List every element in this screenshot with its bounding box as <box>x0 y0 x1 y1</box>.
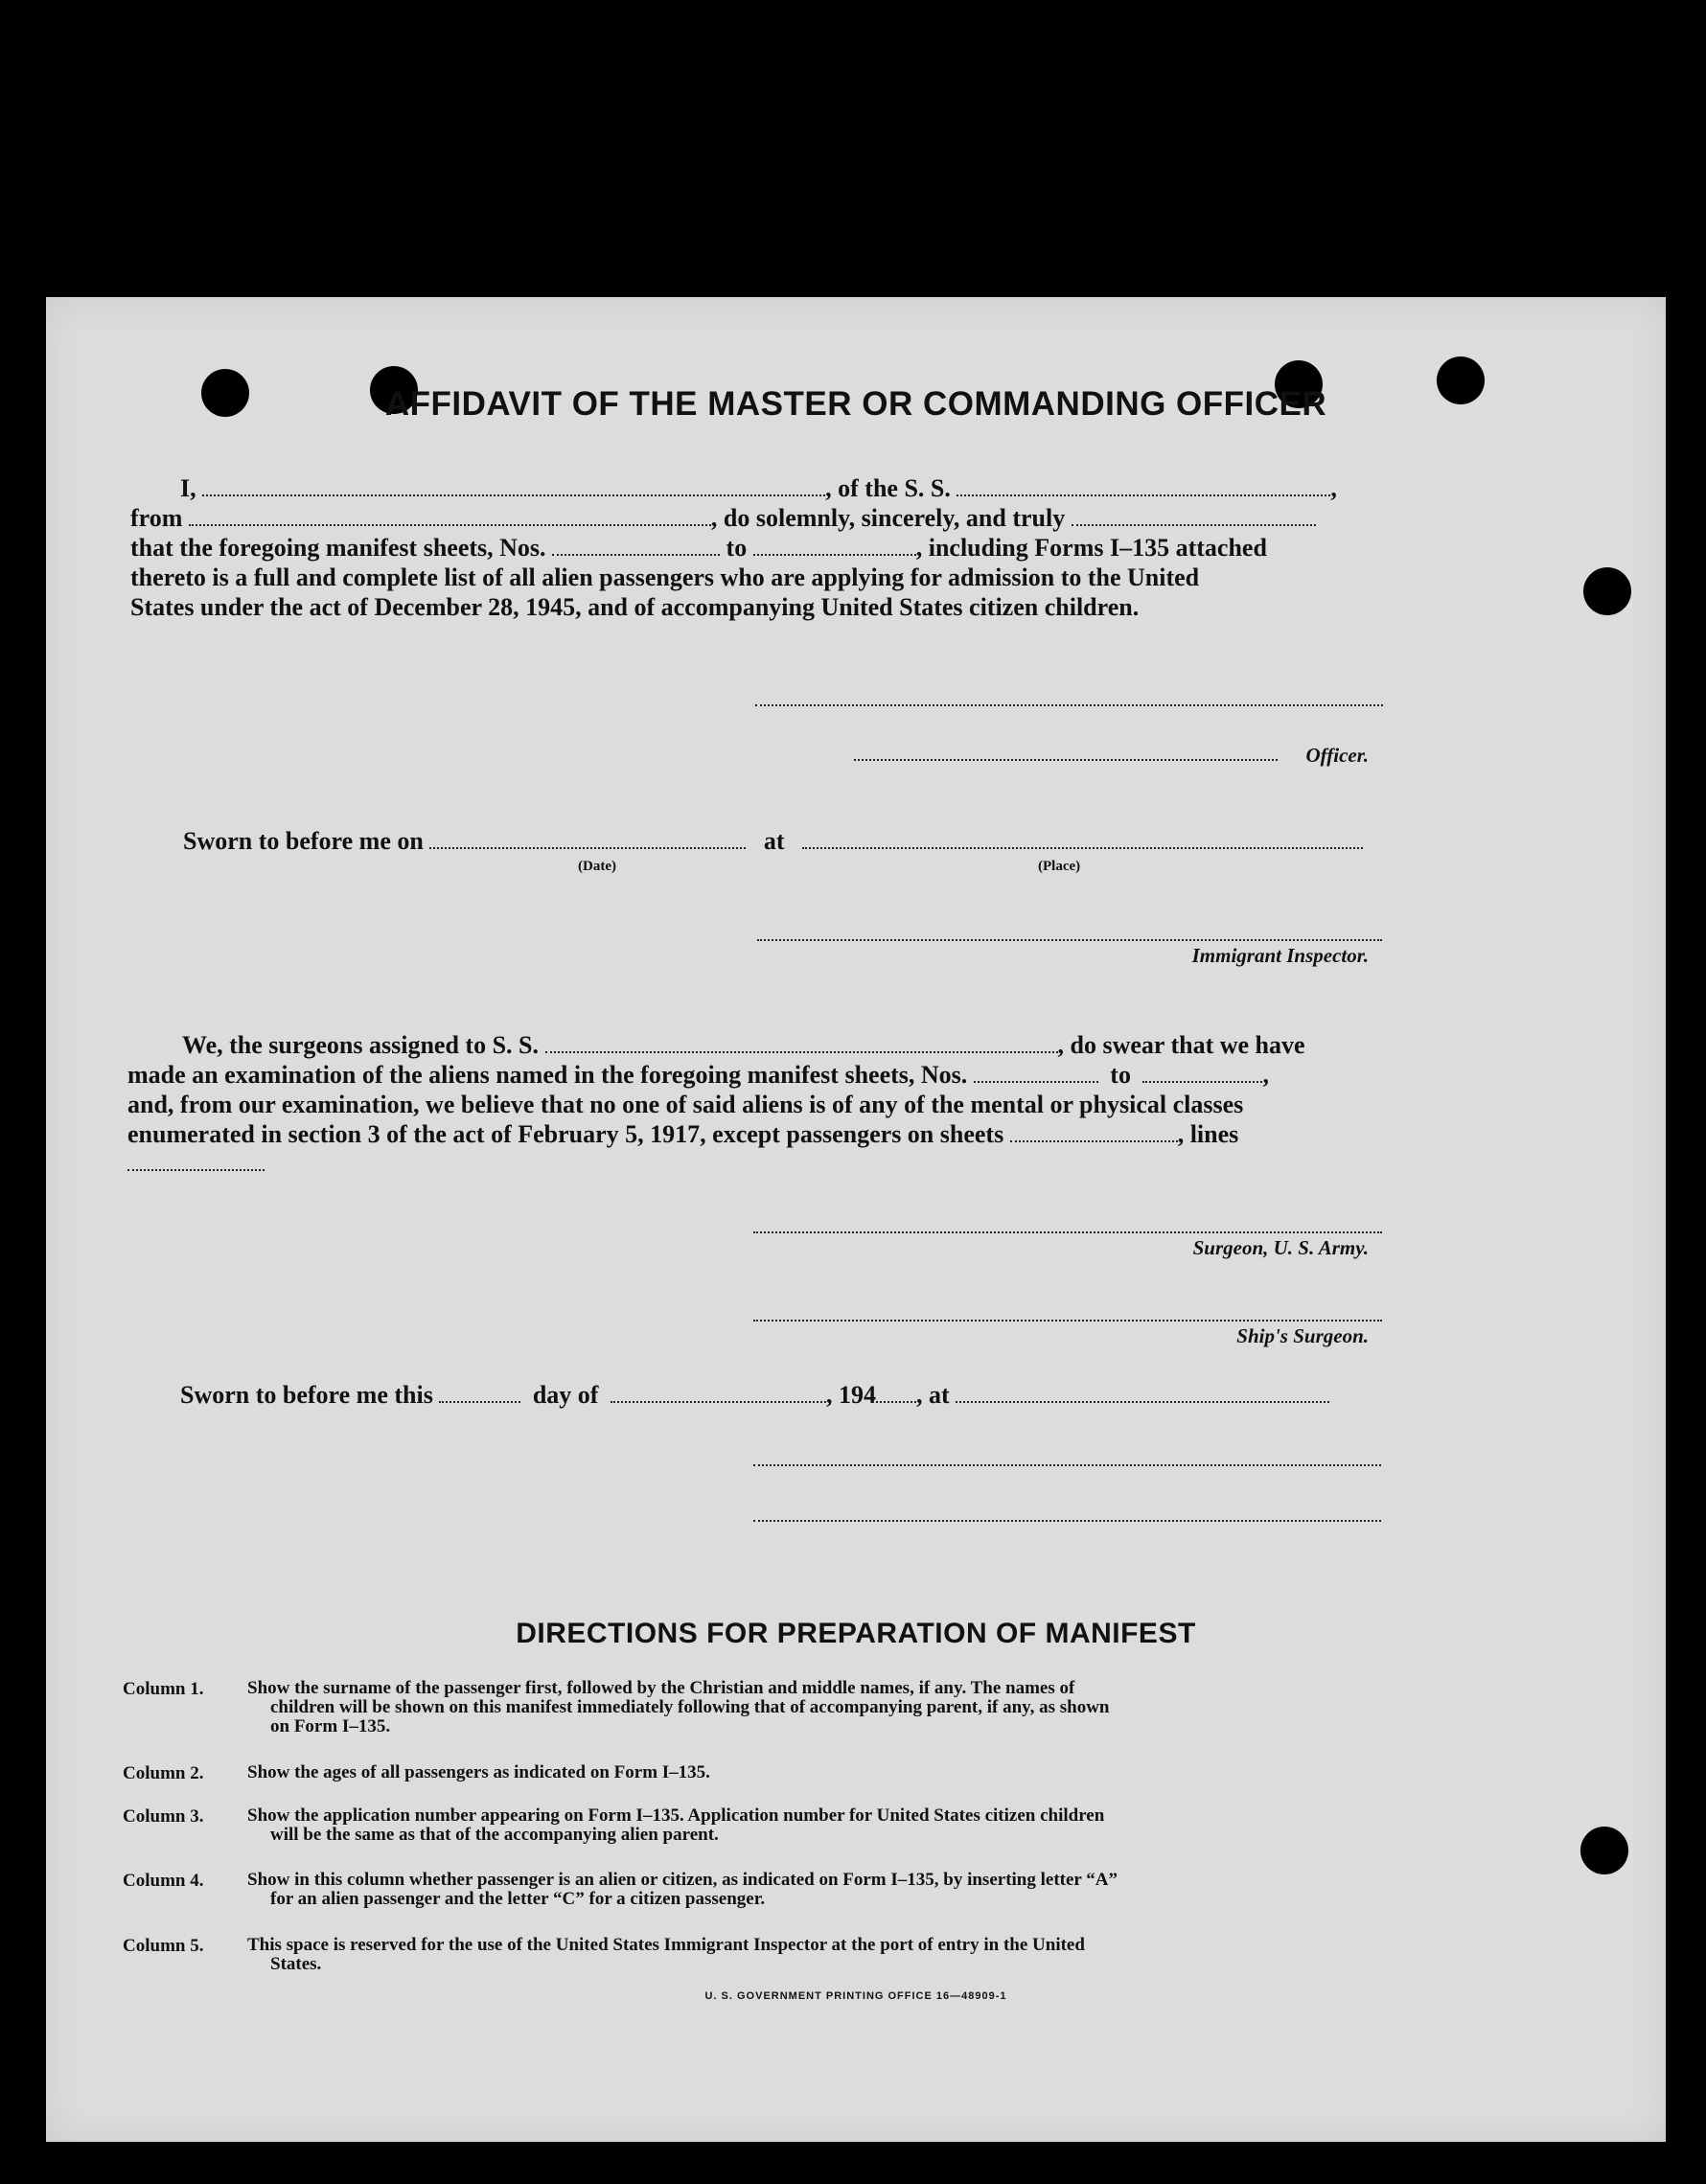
text-lines: , lines <box>1177 1120 1239 1148</box>
name-field[interactable] <box>202 475 825 496</box>
punch-hole <box>1580 1827 1628 1874</box>
except-sheets-field[interactable] <box>1010 1121 1178 1142</box>
column-text <box>247 1806 1464 1845</box>
printing-office-footer: U. S. GOVERNMENT PRINTING OFFICE 16—48909-1 <box>704 1990 1007 2002</box>
para2-line4 <box>127 1120 1238 1149</box>
place-field[interactable] <box>802 828 1363 849</box>
sheet-from-field[interactable] <box>552 535 720 556</box>
para2-line2 <box>127 1061 1269 1090</box>
para1-line3 <box>130 534 1267 563</box>
affidavit-title: AFFIDAVIT OF THE MASTER OR COMMANDING OFFICER <box>384 385 1327 423</box>
date-field[interactable] <box>429 828 746 849</box>
column-text <box>247 1871 1464 1909</box>
month-field[interactable] <box>611 1382 826 1403</box>
text-examination: made an examination of the aliens named in the foregoing manifest sheets, Nos. <box>127 1061 968 1089</box>
signature-line[interactable] <box>753 1464 1381 1466</box>
text-i: I, <box>180 474 196 502</box>
text-solemnly: , do solemnly, sincerely, and truly <box>710 504 1066 532</box>
signature-line[interactable] <box>753 1520 1381 1522</box>
text-manifest-nos: that the foregoing manifest sheets, Nos. <box>130 534 546 562</box>
document-sheet <box>46 297 1666 2142</box>
para1-line1 <box>180 474 1337 503</box>
sworn-line1 <box>183 827 1363 856</box>
para1-line5: States under the act of December 28, 1945, and of accompanying United States citizen children. <box>130 593 1140 621</box>
ship-surgeon-label: Ship's Surgeon. <box>1236 1324 1369 1347</box>
army-surgeon-label: Surgeon, U. S. Army. <box>1192 1236 1369 1259</box>
text-enumerated: enumerated in section 3 of the act of February 5, 1917, except passengers on sheets <box>127 1120 1004 1148</box>
text-at: , at <box>915 1381 950 1409</box>
ship-surgeon-signature-line[interactable] <box>753 1320 1382 1322</box>
text-line: on Form I–135. <box>270 1716 391 1736</box>
text-line: will be the same as that of the accompanying alien parent. <box>270 1825 719 1845</box>
text-line: Show in this column whether passenger is an alien or citizen, as indicated on Form I–135, by inserting letter “A” <box>247 1870 1118 1890</box>
text-of-ss: , of the S. S. <box>825 474 951 502</box>
text-at: at <box>763 827 785 855</box>
column-label: Column 3. <box>123 1806 204 1827</box>
directions-title: DIRECTIONS FOR PREPARATION OF MANIFEST <box>516 1618 1196 1649</box>
comma: , <box>1330 474 1337 502</box>
column-label: Column 4. <box>123 1871 204 1891</box>
text-surgeons-assigned: We, the surgeons assigned to S. S. <box>182 1031 539 1059</box>
sworn-line2 <box>180 1381 1329 1410</box>
text-to: to <box>1110 1061 1131 1089</box>
text-line: children will be shown on this manifest immediately following that of accompanying parent, if any, as shown <box>270 1697 1110 1717</box>
para1-line2 <box>130 504 1316 533</box>
army-surgeon-signature-line[interactable] <box>753 1231 1382 1233</box>
para1-line4: thereto is a full and complete list of all alien passengers who are applying for admission to the United <box>130 563 1200 591</box>
surgeon-ship-field[interactable] <box>545 1032 1058 1053</box>
officer-label: Officer. <box>1305 744 1369 767</box>
exam-sheet-from-field[interactable] <box>974 1062 1098 1083</box>
column-text <box>247 1679 1464 1736</box>
ship-name-field[interactable] <box>957 475 1330 496</box>
text-from: from <box>130 504 183 532</box>
year-field[interactable] <box>876 1382 916 1403</box>
day-field[interactable] <box>439 1382 520 1403</box>
place-caption: (Place) <box>1038 859 1081 874</box>
para2-line1 <box>182 1031 1305 1060</box>
continuation-field[interactable] <box>1072 505 1316 526</box>
text-to: to <box>726 534 748 562</box>
date-caption: (Date) <box>578 859 616 874</box>
para2-line3: and, from our examination, we believe that no one of said aliens is of any of the mental or physical classes <box>127 1091 1244 1118</box>
exam-sheet-to-field[interactable] <box>1142 1062 1262 1083</box>
signature-line[interactable] <box>755 704 1383 706</box>
sworn-place-field[interactable] <box>956 1382 1329 1403</box>
column-text <box>247 1763 1464 1782</box>
text-day-of: day of <box>532 1381 599 1409</box>
text-line: for an alien passenger and the letter “C” for a citizen passenger. <box>270 1889 766 1909</box>
text-do-swear: , do swear that we have <box>1057 1031 1305 1059</box>
punch-hole <box>1583 567 1631 615</box>
column-label: Column 5. <box>123 1936 204 1956</box>
text-line: Show the surname of the passenger first, followed by the Christian and middle names, if any. The names of <box>247 1678 1075 1698</box>
text-line: States. <box>270 1954 322 1974</box>
lines-field[interactable] <box>127 1169 265 1171</box>
text-sworn-this: Sworn to before me this <box>180 1381 433 1409</box>
comma: , <box>1262 1061 1269 1089</box>
text-including-forms: , including Forms I–135 attached <box>915 534 1267 562</box>
from-field[interactable] <box>189 505 711 526</box>
column-label: Column 1. <box>123 1679 204 1699</box>
column-label: Column 2. <box>123 1763 204 1783</box>
text-line: This space is reserved for the use of the United States Immigrant Inspector at the port of entry in the United <box>247 1935 1085 1955</box>
text-year-prefix: , 194 <box>825 1381 876 1409</box>
sheet-to-field[interactable] <box>753 535 916 556</box>
officer-signature-line[interactable] <box>854 759 1278 761</box>
text-line: Show the ages of all passengers as indicated on Form I–135. <box>247 1762 710 1782</box>
text-sworn-on: Sworn to before me on <box>183 827 424 855</box>
inspector-label: Immigrant Inspector. <box>1191 944 1369 967</box>
inspector-signature-line[interactable] <box>757 939 1382 941</box>
column-text <box>247 1936 1464 1974</box>
text-line: Show the application number appearing on Form I–135. Application number for United States citizen children <box>247 1805 1105 1826</box>
